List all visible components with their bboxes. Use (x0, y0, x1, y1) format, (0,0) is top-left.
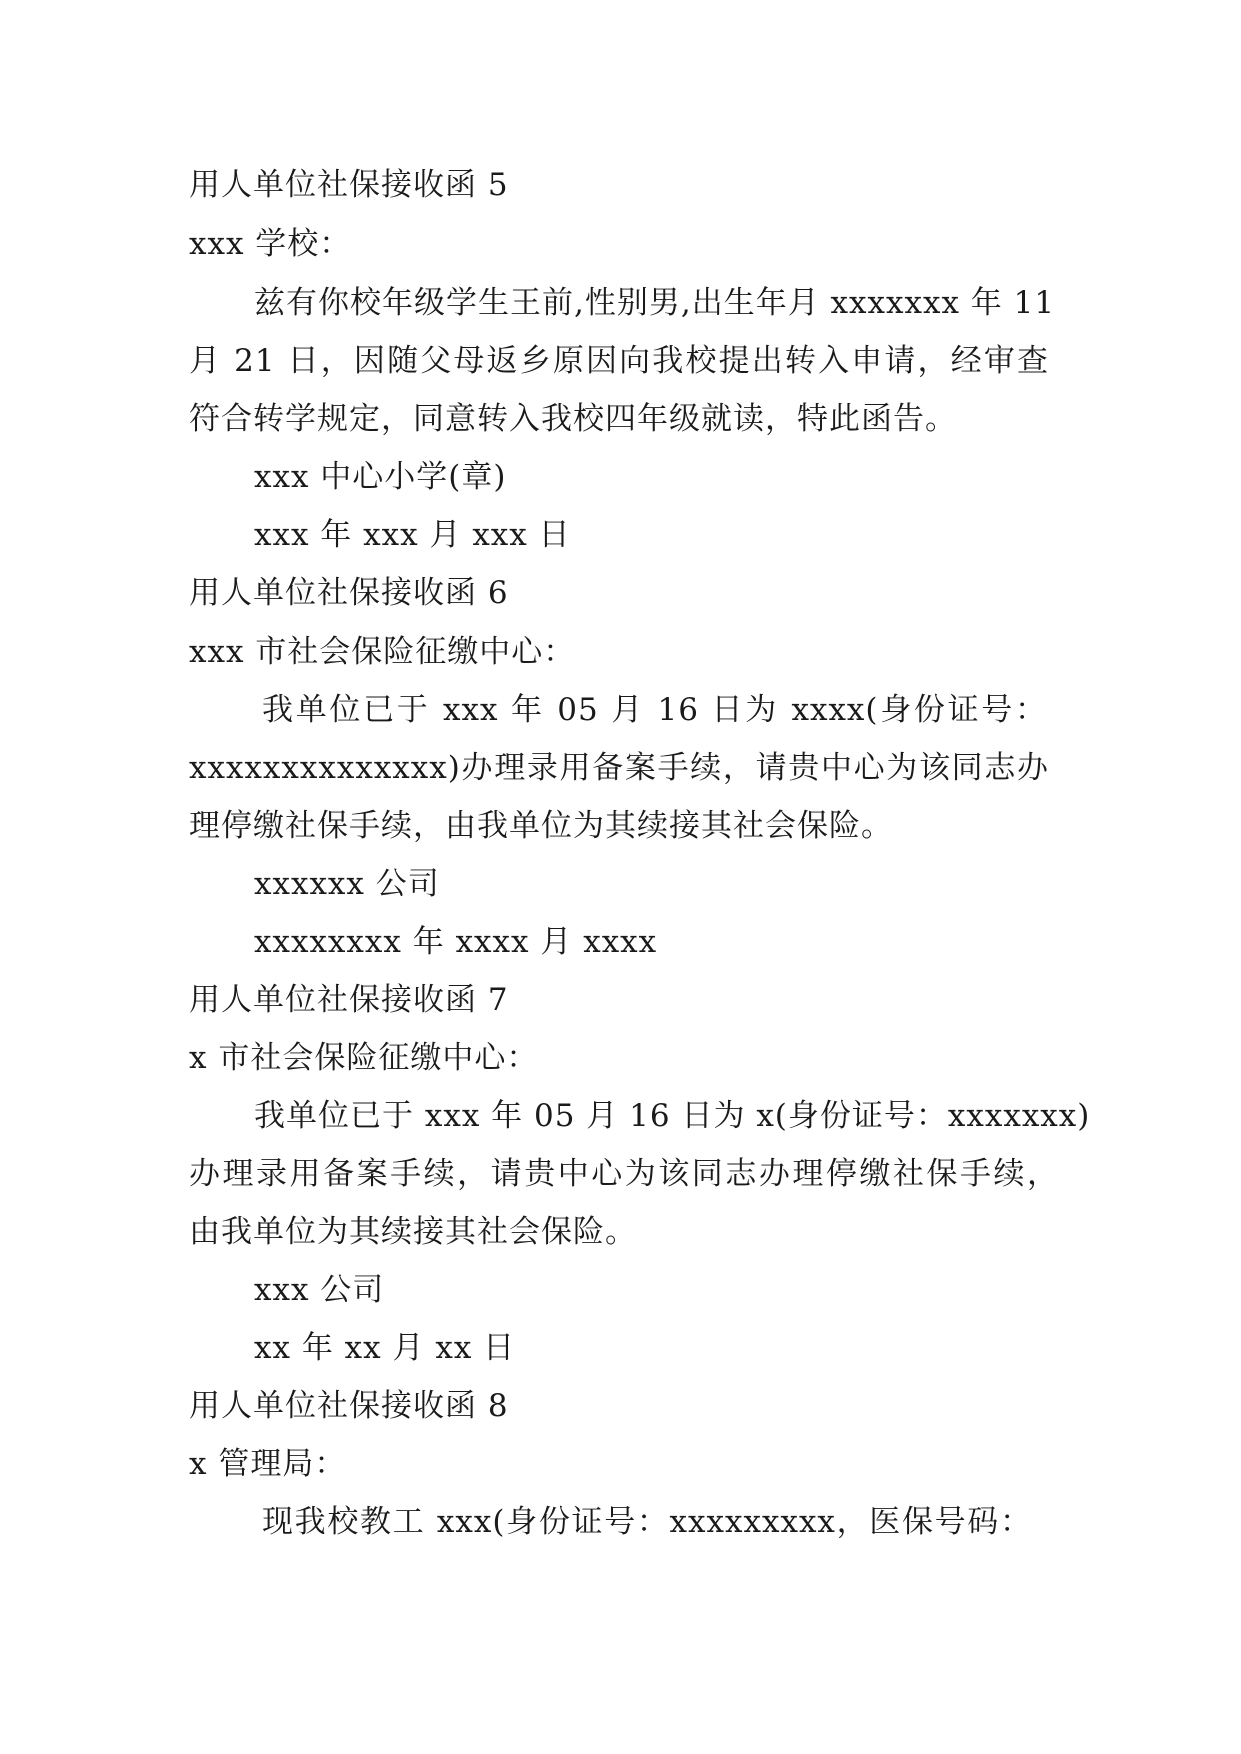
date-6: xxxxxxxx 年 xxxx 月 xxxx (254, 924, 658, 960)
body-line-5-1: 兹有你校年级学生王前,性别男,出生年月 xxxxxxx 年 11 (254, 285, 1056, 321)
date-7: xx 年 xx 月 xx 日 (254, 1330, 516, 1366)
recipient-line-7: x 市社会保险征缴中心： (189, 1040, 539, 1076)
section-heading-6: 用人单位社保接收函 6 (189, 575, 509, 611)
body-line-5-3: 符合转学规定，同意转入我校四年级就读，特此函告。 (189, 401, 957, 437)
body-line-6-2: xxxxxxxxxxxxxx)办理录用备案手续，请贵中心为该同志办 (189, 750, 1049, 786)
section-heading-7: 用人单位社保接收函 7 (189, 982, 509, 1018)
body-line-6-1: 我单位已于 xxx 年 05 月 16 日为 xxxx(身份证号： (262, 692, 1047, 728)
body-line-7-1: 我单位已于 xxx 年 05 月 16 日为 x(身份证号：xxxxxxx) (254, 1098, 1091, 1134)
body-line-6-3: 理停缴社保手续，由我单位为其续接其社会保险。 (189, 808, 893, 844)
recipient-line-8: x 管理局： (189, 1446, 347, 1482)
body-line-7-2: 办理录用备案手续，请贵中心为该同志办理停缴社保手续， (189, 1156, 1059, 1192)
body-line-7-3: 由我单位为其续接其社会保险。 (189, 1214, 637, 1250)
section-heading-5: 用人单位社保接收函 5 (189, 167, 509, 203)
signature-6: xxxxxx 公司 (254, 866, 440, 902)
body-line-5-2: 月 21 日，因随父母返乡原因向我校提出转入申请，经审查 (189, 343, 1049, 379)
body-line-8-1: 现我校教工 xxx(身份证号：xxxxxxxxx，医保号码： (262, 1504, 1032, 1540)
date-5: xxx 年 xxx 月 xxx 日 (254, 517, 571, 553)
signature-5: xxx 中心小学(章) (254, 459, 507, 495)
recipient-line-5: xxx 学校： (189, 226, 352, 262)
signature-7: xxx 公司 (254, 1272, 385, 1308)
section-heading-8: 用人单位社保接收函 8 (189, 1388, 509, 1424)
recipient-line-6: xxx 市社会保险征缴中心： (189, 634, 576, 670)
